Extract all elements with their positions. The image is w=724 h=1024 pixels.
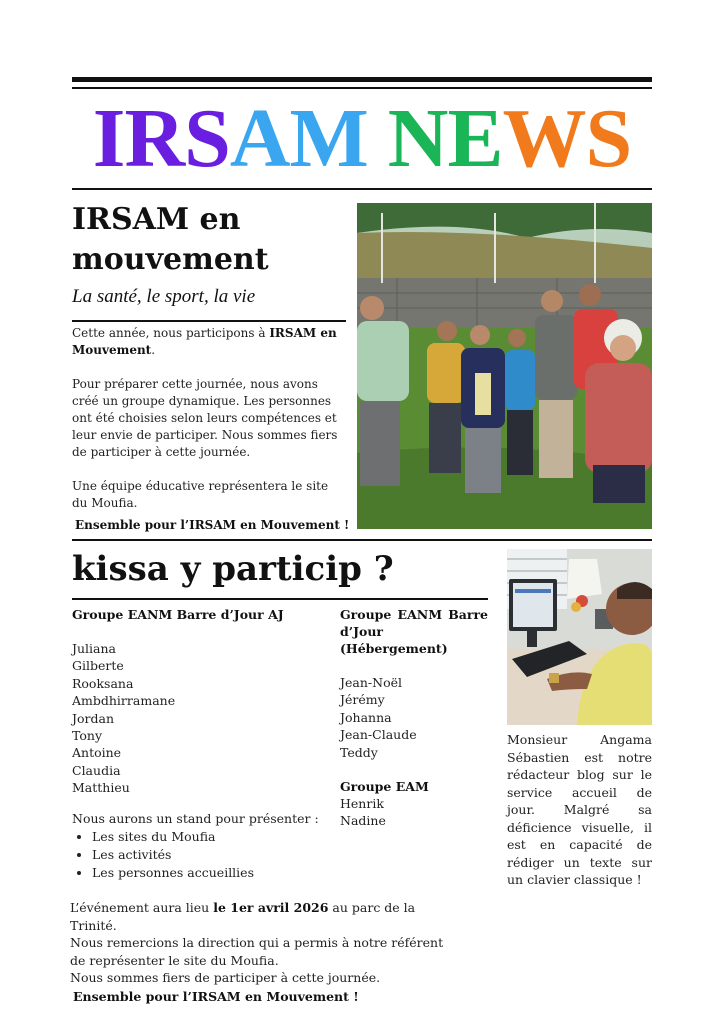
event-place: au parc de la Trinité. xyxy=(70,900,416,933)
event-text: L’événement aura lieu xyxy=(70,900,214,915)
article1-closing: Ensemble pour l’IRSAM en Mouvement ! xyxy=(75,518,350,532)
group1-members xyxy=(72,640,322,797)
group2-members xyxy=(340,674,488,761)
member-name: Matthieu xyxy=(72,780,130,796)
group3-heading: Groupe EAM xyxy=(340,779,429,795)
group-photo xyxy=(357,203,652,529)
member-name: Juliana xyxy=(72,641,117,656)
article1-subtitle: La santé, le sport, la vie xyxy=(72,286,256,307)
redacteur-photo xyxy=(507,549,652,725)
stand-intro: Nous aurons un stand pour présenter : xyxy=(72,811,319,826)
section-divider xyxy=(72,539,652,541)
thanks-paragraph: Nous remercions la direction qui a permis à notre référent de représenter le site du Moufia. xyxy=(70,935,444,968)
event-date: le 1er avril 2026 xyxy=(213,900,329,915)
article2-title: kissa y particip ? xyxy=(72,549,394,589)
member-name: Nadine xyxy=(340,813,386,829)
member-name: Claudia xyxy=(72,762,121,778)
article1-paragraph-3: Une équipe éducative représentera le site du Moufia. xyxy=(72,479,329,510)
member-name: Jean-Claude xyxy=(340,727,417,743)
masthead-word-ws: WS xyxy=(502,92,632,185)
stand-item: • Les personnes accueillies xyxy=(92,864,372,882)
event-line xyxy=(70,899,460,934)
masthead-word-irs: IRS xyxy=(92,92,230,185)
member-name: Teddy xyxy=(340,744,378,760)
member-name: Johanna xyxy=(340,709,392,725)
masthead-top-rule-thick xyxy=(72,77,652,82)
event-block xyxy=(70,899,460,987)
member-name: Jérémy xyxy=(340,692,385,708)
member-name: Gilberte xyxy=(72,658,124,674)
member-name: Ambdhirramane xyxy=(72,693,176,709)
stand-item: • Les sites du Moufia xyxy=(92,828,372,846)
masthead-title xyxy=(72,92,652,185)
member-name: Rooksana xyxy=(72,675,134,691)
member-name: Antoine xyxy=(72,745,122,761)
masthead-word-am: AM xyxy=(229,92,368,185)
stand-list xyxy=(72,828,372,882)
redacteur-photo-illustration xyxy=(507,549,652,725)
article1-subtitle-rule xyxy=(72,320,346,322)
group1-block xyxy=(72,606,322,797)
article1-p1-bold: IRSAM en Mouvement xyxy=(72,326,337,357)
group1-heading: Groupe EANM Barre d’Jour AJ xyxy=(72,607,284,622)
article1-p1-text: Cette année, nous participons à xyxy=(72,326,270,340)
masthead-word-ne: NE xyxy=(387,92,503,185)
article2-title-rule xyxy=(72,598,488,600)
member-name: Tony xyxy=(72,728,103,744)
article1-title xyxy=(72,200,269,280)
stand-item: • Les activités xyxy=(92,846,372,864)
member-name: Jean-Noël xyxy=(340,675,402,690)
group2-heading: Groupe EANM Barre d’Jour (Hébergement) xyxy=(340,607,488,656)
masthead-bottom-rule xyxy=(72,188,652,190)
masthead-top-rule-thin xyxy=(72,87,652,89)
article1-paragraph-1 xyxy=(72,325,346,359)
article1-paragraph-2: Pour préparer cette journée, nous avons créé un groupe dynamique. Les personnes ont été choisies selon leurs compétences et leur envie de participer. Nous sommes fiers de participer à cette journée. xyxy=(72,377,338,459)
article1-title-line2: mouvement xyxy=(72,242,269,277)
redacteur-caption: Monsieur Angama Sébastien est notre rédacteur blog sur le service accueil de jour. Malgré sa déficience visuelle, il est en capacité de rédiger un texte sur un clavier classique ! xyxy=(507,732,652,887)
member-name: Henrik xyxy=(340,796,384,812)
stand-block xyxy=(72,810,372,882)
article1-body xyxy=(72,325,346,512)
article1-p1-end: . xyxy=(151,343,156,357)
group2-block xyxy=(340,606,488,830)
article2-closing: Ensemble pour l’IRSAM en Mouvement ! xyxy=(73,989,359,1004)
proud-line: Nous sommes fiers de participer à cette journée. xyxy=(70,970,381,985)
article1-title-line1: IRSAM en xyxy=(72,202,241,237)
member-name: Jordan xyxy=(72,710,115,726)
group-photo-illustration xyxy=(357,203,652,529)
